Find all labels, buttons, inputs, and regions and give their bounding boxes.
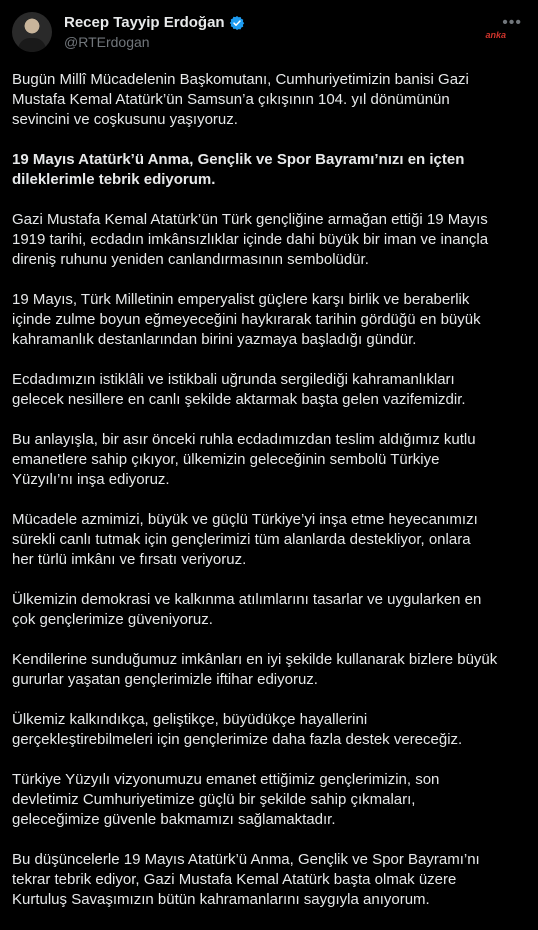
tweet-paragraph: Ülkemizin demokrasi ve kalkınma atılımlarını tasarlar ve uygularken en çok gençlerimize güveniyoruz. [12, 591, 482, 628]
author-name[interactable]: Recep Tayyip Erdoğan [64, 14, 225, 31]
tweet-paragraph: Türkiye Yüzyılı vizyonumuzu emanet ettiğimiz gençlerimizin, son devletimiz Cumhuriyetimize güçlü bir şekilde sahip çıkmaları, geleceğimize güvenle bakmamızı sağlamaktadır. [12, 771, 440, 828]
tweet-paragraph: Bu düşüncelerle 19 Mayıs Atatürk’ü Anma, Gençlik ve Spor Bayramı’nı tekrar tebrik ediyor, Gazi Mustafa Kemal Atatürk başta olmak üzere Kurtuluş Savaşımızın bütün kahramanlarını saygıyla anıyorum. [12, 851, 480, 908]
tweet-paragraph: Gazi Mustafa Kemal Atatürk’ün Türk gençliğine armağan ettiği 19 Mayıs 1919 tarihi, ecdadın imkânsızlıklar içinde dahi büyük bir iman ve inançla direniş ruhunu yeniden canlandırmasının sembolüdür. [12, 211, 489, 268]
more-horizontal-icon[interactable]: ••• [502, 14, 522, 31]
author-handle[interactable]: @RTErdogan [64, 34, 150, 50]
tweet-text [12, 70, 524, 930]
avatar-figure [18, 38, 46, 52]
tweet-paragraph: 19 Mayıs, Türk Milletinin emperyalist güçlere karşı birlik ve beraberlik içinde zulme boyun eğmeyeceğini haykırarak tarihin gördüğü en büyük kahramanlık destanlarından birini yazmaya başladığı gündür. [12, 291, 481, 348]
tweet-paragraph: Ülkemiz kalkındıkça, geliştikçe, büyüdükçe hayallerini gerçekleştirebilmeleri için gençlerimize daha fazla destek vereceğiz. [12, 711, 463, 748]
tweet-paragraph: 19 Mayıs Atatürk’ü Anma, Gençlik ve Spor Bayramı’nızı en içten dileklerimle tebrik ediyorum. [12, 151, 465, 188]
avatar[interactable] [12, 12, 52, 52]
tweet-paragraph: Mücadele azmimizi, büyük ve güçlü Türkiye’yi inşa etme heyecanımızı sürekli canlı tutmak için gençlerimizi tüm alanlarda destekliyor, onlara her türlü imkânı ve fırsatı veriyoruz. [12, 511, 478, 568]
anka-watermark: anka [485, 30, 506, 40]
verified-badge-icon [229, 15, 245, 31]
tweet-paragraph: Kendilerine sunduğumuz imkânları en iyi şekilde kullanarak bizlere büyük gururlar yaşatan gençlerimizle iftihar ediyoruz. [12, 651, 498, 688]
tweet-paragraph: Ecdadımızın istiklâli ve istikbali uğrunda sergilediği kahramanlıkları gelecek nesillere en canlı şekilde aktarmak başta gelen vazifemizdir. [12, 371, 466, 408]
tweet-header [12, 12, 526, 56]
author-name-row [64, 14, 245, 31]
tweet-paragraph: Bugün Millî Mücadelenin Başkomutanı, Cumhuriyetimizin banisi Gazi Mustafa Kemal Atatürk’ün Samsun’a çıkışının 104. yıl dönümünün sevincini ve coşkusunu yaşıyoruz. [12, 71, 469, 128]
tweet-paragraph: Bu anlayışla, bir asır önceki ruhla ecdadımızdan teslim aldığımız kutlu emanetlere sahip çıkıyor, ülkemizin geleceğinin sembolü Türkiye Yüzyılı’nı inşa ediyoruz. [12, 431, 476, 488]
